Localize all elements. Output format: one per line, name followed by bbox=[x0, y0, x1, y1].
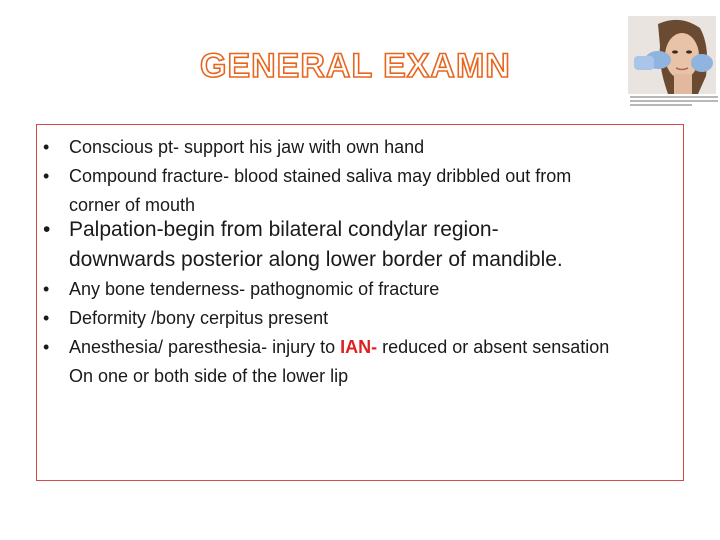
bullet-marker: • bbox=[43, 218, 51, 241]
bullet-marker: • bbox=[43, 279, 50, 299]
bullet-marker: • bbox=[43, 137, 50, 157]
list-item-continuation bbox=[37, 245, 677, 275]
list-item-text: Conscious pt- support his jaw with own hand bbox=[69, 137, 425, 157]
slide-title: GENERAL EXAMN bbox=[200, 47, 511, 85]
list-item-text: downwards posterior along lower border of mandible. bbox=[69, 248, 563, 271]
list-item-continuation bbox=[37, 362, 677, 391]
list-item-text-pre: Anesthesia/ paresthesia- injury to bbox=[69, 337, 341, 357]
bullet-marker: • bbox=[43, 337, 50, 357]
list-item bbox=[37, 162, 677, 191]
bullet-list-bottom bbox=[37, 275, 677, 391]
list-item bbox=[37, 275, 677, 304]
content-box bbox=[36, 124, 684, 481]
list-item bbox=[37, 333, 677, 362]
bullet-marker: • bbox=[43, 308, 50, 328]
list-item-text-post: reduced or absent sensation bbox=[377, 337, 610, 357]
list-item-text: On one or both side of the lower lip bbox=[69, 366, 349, 386]
list-item-text: corner of mouth bbox=[69, 195, 196, 215]
bullet-marker: • bbox=[43, 166, 50, 186]
list-item bbox=[37, 133, 677, 162]
bullet-list-top bbox=[37, 133, 677, 220]
list-item-text: Any bone tenderness- pathognomic of fracture bbox=[69, 279, 440, 299]
patient-photo-icon bbox=[628, 16, 716, 94]
bullet-list-palpation bbox=[37, 215, 677, 275]
photo-caption-lines bbox=[630, 96, 718, 110]
list-item bbox=[37, 215, 677, 245]
list-item-text: Compound fracture- blood stained saliva may dribbled out from bbox=[69, 166, 572, 186]
list-item bbox=[37, 304, 677, 333]
ian-highlight: IAN- bbox=[340, 337, 378, 357]
list-item-text: Palpation-begin from bilateral condylar region- bbox=[69, 218, 499, 241]
list-item-text: Deformity /bony cerpitus present bbox=[69, 308, 329, 328]
